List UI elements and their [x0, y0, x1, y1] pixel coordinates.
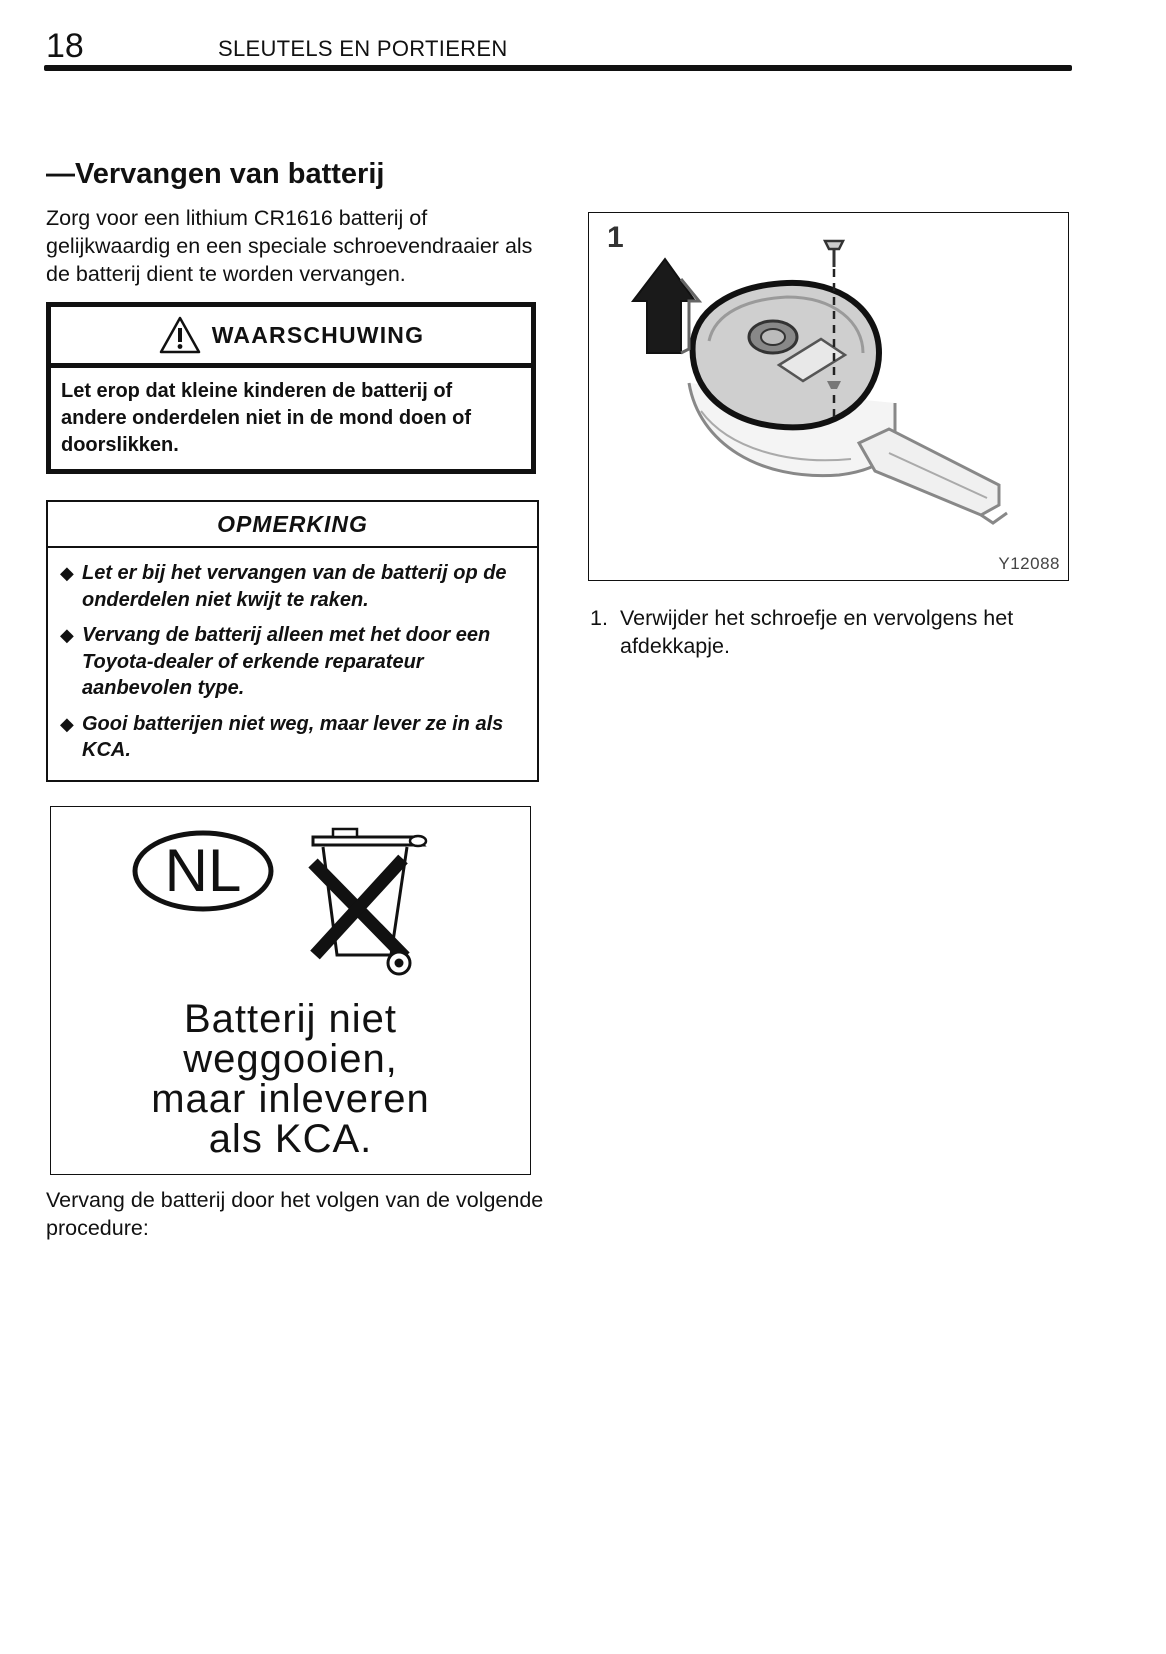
list-item — [60, 622, 525, 702]
crossed-out-bin-icon — [313, 829, 426, 974]
key-figure — [588, 212, 1069, 581]
note-list — [48, 548, 537, 764]
note-item-text: Let er bij het vervangen van de batterij op de onderdelen niet kwijt te raken. — [82, 562, 507, 611]
chapter-title: SLEUTELS EN PORTIEREN — [218, 36, 508, 61]
warning-triangle-icon — [158, 315, 202, 355]
note-item-text: Vervang de batterij alleen met het door een Toyota-dealer of erkende reparateur aanbevolen type. — [82, 624, 491, 699]
warning-text: Let erop dat kleine kinderen de batterij of andere onderdelen niet in de mond doen of doorslikken. — [61, 380, 472, 456]
country-code: NL — [164, 837, 242, 904]
key-fob-illustration — [589, 213, 1068, 580]
list-item — [60, 711, 525, 764]
warning-header — [51, 307, 531, 368]
procedure-intro: Vervang de batterij door het volgen van de volgende procedure: — [46, 1188, 544, 1240]
country-oval-icon — [135, 833, 271, 909]
note-box — [46, 500, 539, 782]
figure-step-label: 1 — [607, 221, 624, 254]
logo-text-line: als KCA. — [208, 1117, 373, 1161]
logo-text-line: Batterij niet — [183, 997, 398, 1041]
step-text: Verwijder het schroefje en vervolgens het afdekkapje. — [620, 606, 1014, 658]
diamond-bullet-icon: ◆ — [60, 625, 74, 645]
diamond-bullet-icon: ◆ — [60, 713, 74, 734]
list-item — [590, 604, 1070, 660]
logo-text-line: maar inleveren — [151, 1077, 430, 1121]
step-number: 1. — [590, 606, 608, 630]
step-list — [590, 604, 1070, 660]
figure-code: Y12088 — [998, 554, 1060, 573]
warning-box — [46, 302, 536, 474]
logo-text-line: weggooien, — [183, 1037, 398, 1081]
header-rule — [44, 65, 1072, 71]
warning-title: WAARSCHUWING — [211, 321, 425, 348]
note-title: OPMERKING — [48, 502, 537, 548]
diamond-bullet-icon: ◆ — [60, 563, 74, 583]
section-title: —Vervangen van batterij — [46, 158, 385, 190]
intro-paragraph: Zorg voor een lithium CR1616 batterij of gelijkwaardig en een speciale schroevendraaier als de batterij dient te worden vervangen. — [46, 206, 533, 286]
note-item-text: Gooi batterijen niet weg, maar lever ze in als KCA. — [82, 712, 504, 761]
page-number: 18 — [46, 27, 84, 65]
logo-text — [51, 999, 530, 1159]
disposal-logo — [50, 806, 531, 1175]
list-item — [60, 560, 525, 613]
